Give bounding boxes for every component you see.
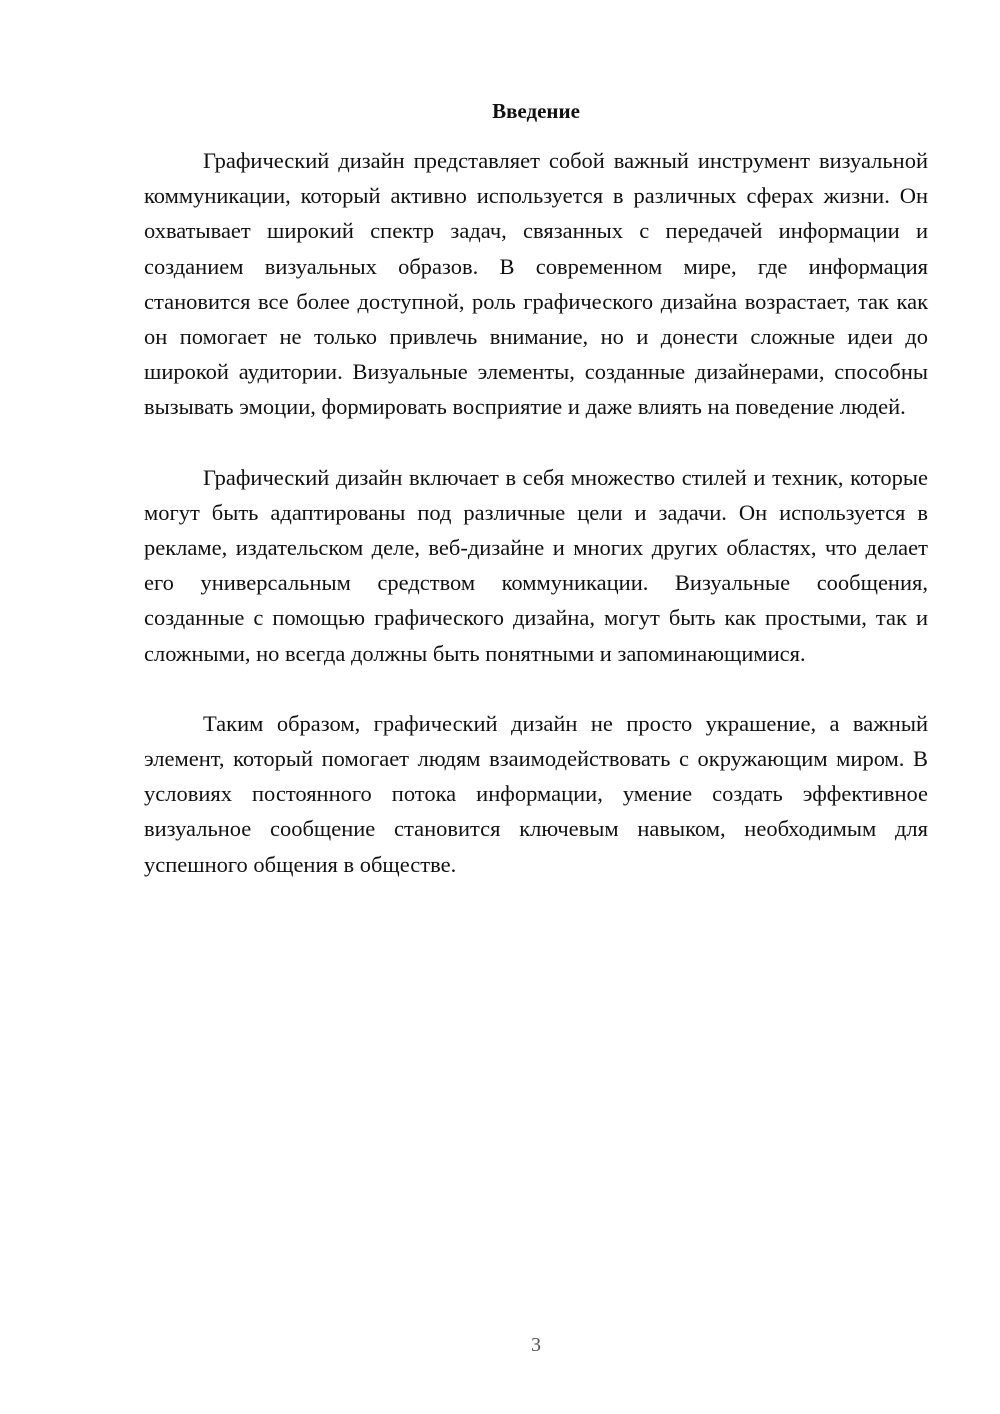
page-number: 3 — [531, 1334, 541, 1356]
body-text — [144, 143, 928, 917]
paragraph-1: Графический дизайн представляет собой важный инструмент визуальной коммуникации, который активно используется в различных сферах жизни. Он охватывает широкий спектр задач, связанных с передачей информации и созданием визуальных образов. В современном мире, где информация становится все более доступной, роль графического дизайна возрастает, так как он помогает не только привлечь внимание, но и донести сложные идеи до широкой аудитории. Визуальные элементы, созданные дизайнерами, способны вызывать эмоции, формировать восприятие и даже влиять на поведение людей. — [144, 148, 928, 420]
section-heading: Введение — [492, 99, 580, 123]
paragraph-3: Таким образом, графический дизайн не просто украшение, а важный элемент, который помогает людям взаимодействовать с окружающим миром. В условиях постоянного потока информации, умение создать эффективное визуальное сообщение становится ключевым навыком, необходимым для успешного общения в обществе. — [144, 710, 928, 877]
paragraph-2: Графический дизайн включает в себя множество стилей и техник, которые могут быть адаптированы под различные цели и задачи. Он используется в рекламе, издательском деле, веб-дизайне и многих других областях, что делает его универсальным средством коммуникации. Визуальные сообщения, созданные с помощью графического дизайна, могут быть как простыми, так и сложными, но всегда должны быть понятными и запоминающимися. — [144, 464, 928, 666]
